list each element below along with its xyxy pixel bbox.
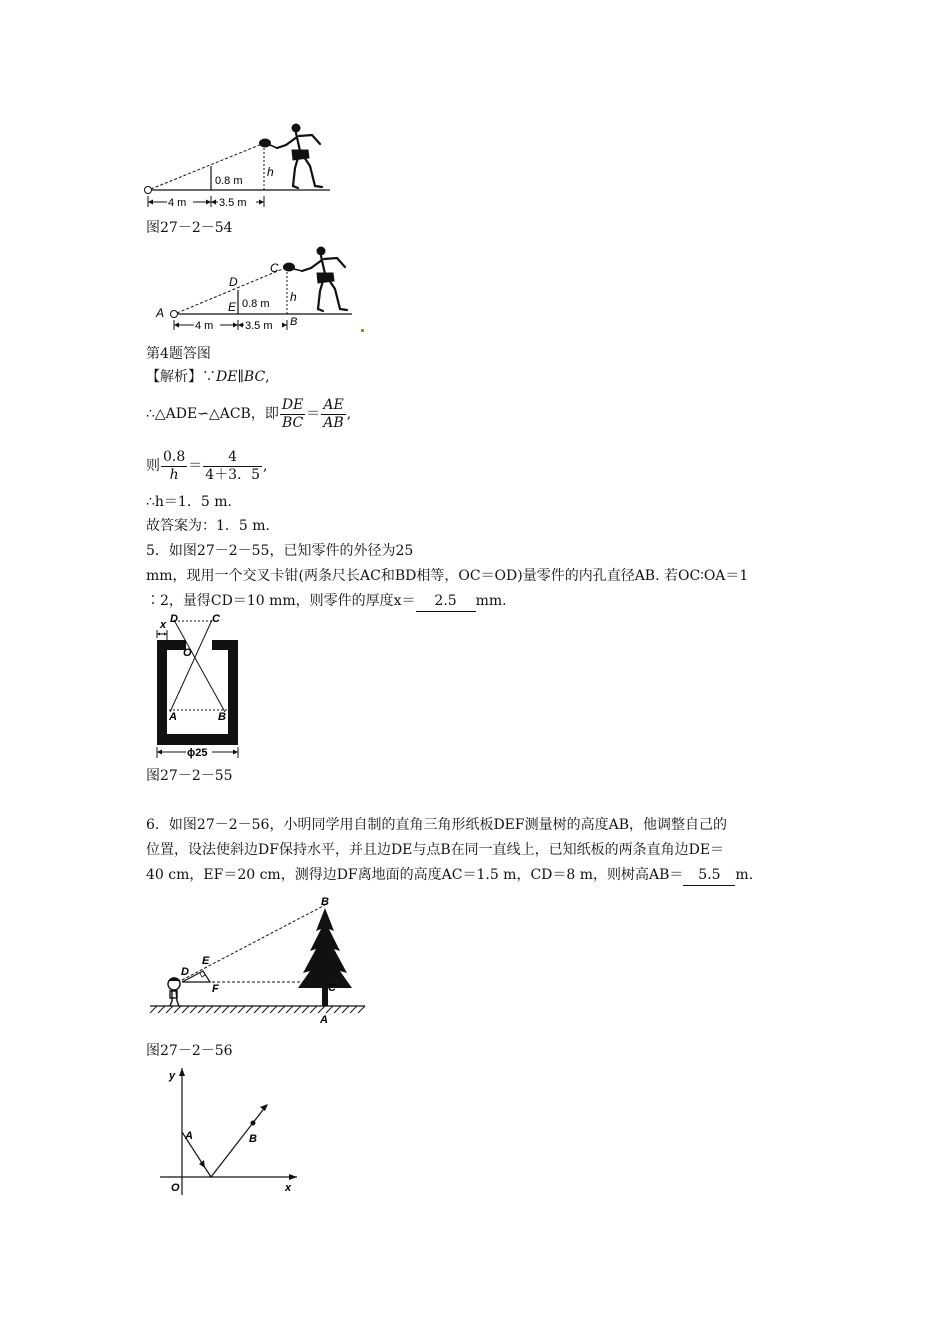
fraction-numerator: 0.8 xyxy=(163,448,186,465)
figure-answer-4 xyxy=(150,240,375,336)
fraction-0-8-h xyxy=(161,449,187,484)
label-point-f: F xyxy=(212,983,219,995)
fraction-4-over-sum xyxy=(203,449,262,484)
player-silhouette-icon xyxy=(302,247,347,312)
solution-parallel: DE∥BC xyxy=(216,369,266,385)
label-0-8m: 0.8 m xyxy=(215,175,243,187)
label-h: h xyxy=(290,290,297,304)
fraction-ae-ab xyxy=(321,397,345,432)
label-point-b: B xyxy=(290,316,298,328)
label-point-c: C xyxy=(212,613,220,625)
comma: , xyxy=(346,406,352,422)
label-point-b: B xyxy=(218,711,226,723)
label-3-5m: 3.5 m xyxy=(219,197,247,209)
equals-sign: ＝ xyxy=(188,458,203,474)
answer-blank-5: 2.5 xyxy=(416,591,476,612)
problem-5-line-2: mm，现用一个交叉卡钳(两条尺长AC和BD相等，OC＝OD)量零件的内孔直径AB. 若OC∶OA＝1 xyxy=(146,568,749,584)
label-x: x xyxy=(160,619,167,631)
solution-line-4: ∴h＝1．5 m. xyxy=(146,494,232,510)
point-a-marker xyxy=(171,311,178,318)
solution-comma: , xyxy=(265,369,270,385)
fraction-denominator: h xyxy=(169,466,179,483)
fraction-numerator: 4 xyxy=(203,449,262,467)
figure-27-2-54 xyxy=(140,118,355,214)
reflected-ray xyxy=(211,1106,266,1177)
fraction-denominator: AB xyxy=(323,414,344,431)
unit-m: m. xyxy=(735,867,754,883)
comma: , xyxy=(263,458,268,474)
label-point-a: A xyxy=(185,1130,193,1142)
solution-line-1 xyxy=(146,367,270,387)
label-3-5m: 3.5 m xyxy=(245,320,273,332)
fraction-numerator: AE xyxy=(321,397,345,415)
problem-6-line-2: 位置，设法使斜边DF保持水平，并且边DE与点B在同一直线上，已知纸板的两条直角边DE＝ xyxy=(146,842,725,858)
equals-sign: ＝ xyxy=(306,406,321,422)
label-point-d: D xyxy=(170,613,178,625)
racket xyxy=(283,263,295,272)
label-0-8m: 0.8 m xyxy=(242,298,270,310)
problem-6-line-1: 6．如图27－2－56，小明同学用自制的直角三角形纸板DEF测量树的高度AB，他调整自己的 xyxy=(146,817,727,833)
label-origin: O xyxy=(171,1182,180,1194)
caliper-arm-bd xyxy=(174,620,225,712)
player-silhouette-icon xyxy=(277,124,322,189)
caption-fig-27-2-54: 图27－2－54 xyxy=(146,220,233,236)
fraction-denominator: BC xyxy=(281,414,304,431)
light-ray xyxy=(151,144,262,189)
label-point-a: A xyxy=(156,306,165,320)
label-diameter: ϕ25 xyxy=(187,747,208,759)
fraction-de-bc xyxy=(280,397,305,432)
label-point-b: B xyxy=(321,896,329,908)
label-4m: 4 m xyxy=(168,197,187,209)
caption-answer-4: 第4题答图 xyxy=(146,346,211,362)
label-y: y xyxy=(169,1070,176,1082)
label-point-e: E xyxy=(228,300,237,314)
fraction-denominator: 4＋3．5 xyxy=(205,466,260,483)
label-point-d: D xyxy=(229,275,238,289)
label-point-e: E xyxy=(202,955,210,967)
tree-icon xyxy=(298,908,352,1006)
problem-5-line-1: 5．如图27－2－55，已知零件的外径为25 xyxy=(146,543,414,559)
label-point-o: O xyxy=(183,647,192,659)
label-x: x xyxy=(285,1182,292,1194)
light-source-point xyxy=(145,187,152,194)
problem-5-line-3 xyxy=(146,591,507,612)
label-point-a: A xyxy=(169,711,177,723)
label-h: h xyxy=(267,165,274,179)
figure-coordinate-reflection xyxy=(155,1063,305,1198)
solution-line-3 xyxy=(146,446,267,486)
caption-fig-27-2-56: 图27－2－56 xyxy=(146,1043,233,1059)
stray-dot xyxy=(361,329,364,332)
caliper-arm-ac xyxy=(170,620,212,712)
label-point-b: B xyxy=(249,1133,257,1145)
label-point-d: D xyxy=(181,966,189,978)
label-point-a: A xyxy=(320,1014,328,1025)
solution-line-2 xyxy=(146,394,351,434)
problem-5-question: ∶2，量得CD＝10 mm，则零件的厚度x＝ xyxy=(146,593,416,609)
similarity-text: ∴△ADE∽△ACB，即 xyxy=(146,406,279,422)
fraction-numerator: DE xyxy=(281,396,304,413)
solution-line-5: 故答案为：1．5 m. xyxy=(146,518,270,534)
racket xyxy=(259,139,271,148)
person-icon xyxy=(168,978,180,1006)
sight-line xyxy=(182,905,325,980)
label-point-c: C xyxy=(270,261,279,275)
caption-fig-27-2-55: 图27－2－55 xyxy=(146,768,233,784)
solution-prefix: 【解析】∵ xyxy=(146,369,216,385)
then-text: 则 xyxy=(146,458,160,474)
answer-blank-6: 5.5 xyxy=(683,865,735,886)
label-point-c: C xyxy=(328,982,336,994)
part-cross-section xyxy=(157,640,238,745)
figure-27-2-56 xyxy=(140,893,370,1025)
label-4m: 4 m xyxy=(195,320,214,332)
problem-6-line-3 xyxy=(146,865,753,886)
point-b-marker xyxy=(251,1121,256,1126)
unit-mm: mm. xyxy=(475,593,507,609)
figure-27-2-55 xyxy=(150,612,250,762)
problem-6-question: 40 cm，EF＝20 cm，测得边DF离地面的高度AC＝1.5 m，CD＝8 m，则树高AB＝ xyxy=(146,867,684,883)
